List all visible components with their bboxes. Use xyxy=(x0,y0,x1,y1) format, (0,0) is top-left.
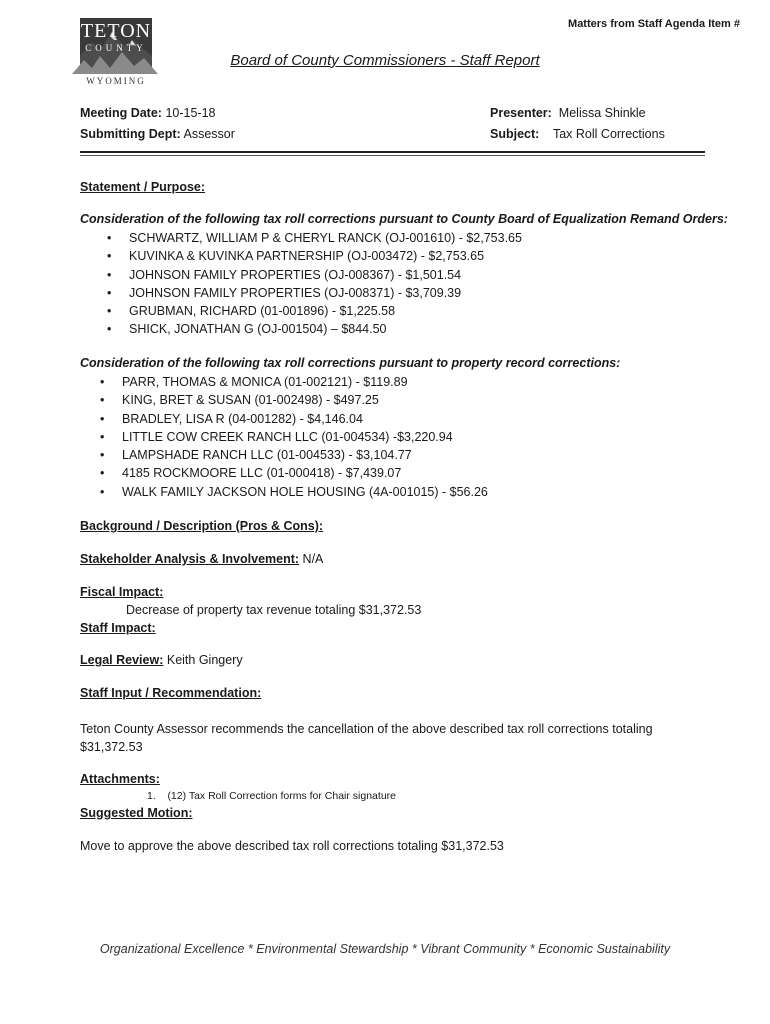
agenda-item-label: Matters from Staff Agenda Item # xyxy=(568,18,740,30)
meeting-date xyxy=(80,106,215,120)
list-item: • BRADLEY, LISA R (04-001282) - $4,146.04 xyxy=(100,410,488,428)
background-heading: Background / Description (Pros & Cons): xyxy=(80,519,324,533)
legal-section xyxy=(80,653,243,667)
list-item: • PARR, THOMAS & MONICA (01-002121) - $119.89 xyxy=(100,373,488,391)
meeting-date-label: Meeting Date: xyxy=(80,106,162,120)
staff-input-text: Teton County Assessor recommends the cancellation of the above described tax roll corrections totaling $31,372.53 xyxy=(80,722,653,754)
list-item: • SCHWARTZ, WILLIAM P & CHERYL RANCK (OJ-001610) - $2,753.65 xyxy=(107,229,522,247)
stakeholder-heading: Stakeholder Analysis & Involvement: xyxy=(80,552,300,566)
submitting-dept-value: Assessor xyxy=(183,127,235,141)
attachments-heading: Attachments: xyxy=(80,772,160,786)
presenter xyxy=(490,106,646,120)
list-item: • LITTLE COW CREEK RANCH LLC (01-004534) -$3,220.94 xyxy=(100,428,488,446)
group1-list xyxy=(107,229,522,339)
list-item: • GRUBMAN, RICHARD (01-001896) - $1,225.58 xyxy=(107,302,522,320)
list-item: • WALK FAMILY JACKSON HOLE HOUSING (4A-001015) - $56.26 xyxy=(100,483,488,501)
list-item: • KING, BRET & SUSAN (01-002498) - $497.25 xyxy=(100,391,488,409)
logo-title: TETON xyxy=(80,20,152,42)
submitting-dept-label: Submitting Dept: xyxy=(80,127,181,141)
presenter-label: Presenter: xyxy=(490,106,552,120)
presenter-value: Melissa Shinkle xyxy=(558,106,646,120)
report-title: Board of County Commissioners - Staff Report xyxy=(230,52,540,69)
stakeholder-value: N/A xyxy=(302,552,324,566)
stakeholder-section xyxy=(80,552,323,566)
legal-value: Keith Gingery xyxy=(166,653,243,667)
group1-heading: Consideration of the following tax roll corrections pursuant to County Board of Equalization Remand Orders: xyxy=(80,212,728,226)
attachment-number: 1. xyxy=(147,790,156,802)
footer-tagline: Organizational Excellence * Environmental Stewardship * Vibrant Community * Economic Sustainability xyxy=(99,942,671,956)
meeting-date-value: 10-15-18 xyxy=(165,106,216,120)
list-item: • JOHNSON FAMILY PROPERTIES (OJ-008371) - $3,709.39 xyxy=(107,284,522,302)
group2-list xyxy=(100,373,488,501)
fiscal-heading: Fiscal Impact: xyxy=(80,585,164,599)
logo-subtitle: COUNTY xyxy=(85,43,147,53)
motion-text: Move to approve the above described tax roll corrections totaling $31,372.53 xyxy=(80,839,504,853)
list-item: • KUVINKA & KUVINKA PARTNERSHIP (OJ-003472) - $2,753.65 xyxy=(107,247,522,265)
attachment-text: (12) Tax Roll Correction forms for Chair signature xyxy=(167,790,396,802)
subject-value: Tax Roll Corrections xyxy=(552,127,665,141)
list-item: • SHICK, JONATHAN G (OJ-001504) – $844.50 xyxy=(107,320,522,338)
list-item: • 4185 ROCKMOORE LLC (01-000418) - $7,439.07 xyxy=(100,464,488,482)
list-item: • LAMPSHADE RANCH LLC (01-004533) - $3,104.77 xyxy=(100,446,488,464)
statement-heading: Statement / Purpose: xyxy=(80,180,206,194)
header-divider-thin xyxy=(80,155,705,156)
motion-heading: Suggested Motion: xyxy=(80,806,193,820)
group2-heading: Consideration of the following tax roll corrections pursuant to property record corrections: xyxy=(80,356,621,370)
list-item: • JOHNSON FAMILY PROPERTIES (OJ-008367) - $1,501.54 xyxy=(107,266,522,284)
fiscal-value: Decrease of property tax revenue totaling $31,372.53 xyxy=(126,603,422,617)
legal-heading: Legal Review: xyxy=(80,653,164,667)
logo-state: WYOMING xyxy=(86,76,146,86)
subject xyxy=(490,127,665,141)
staff-impact-heading: Staff Impact: xyxy=(80,621,156,635)
header-divider xyxy=(80,151,705,153)
subject-label: Subject: xyxy=(490,127,540,141)
attachment-item xyxy=(147,790,396,802)
staff-input-heading: Staff Input / Recommendation: xyxy=(80,686,262,700)
submitting-dept xyxy=(80,127,235,141)
